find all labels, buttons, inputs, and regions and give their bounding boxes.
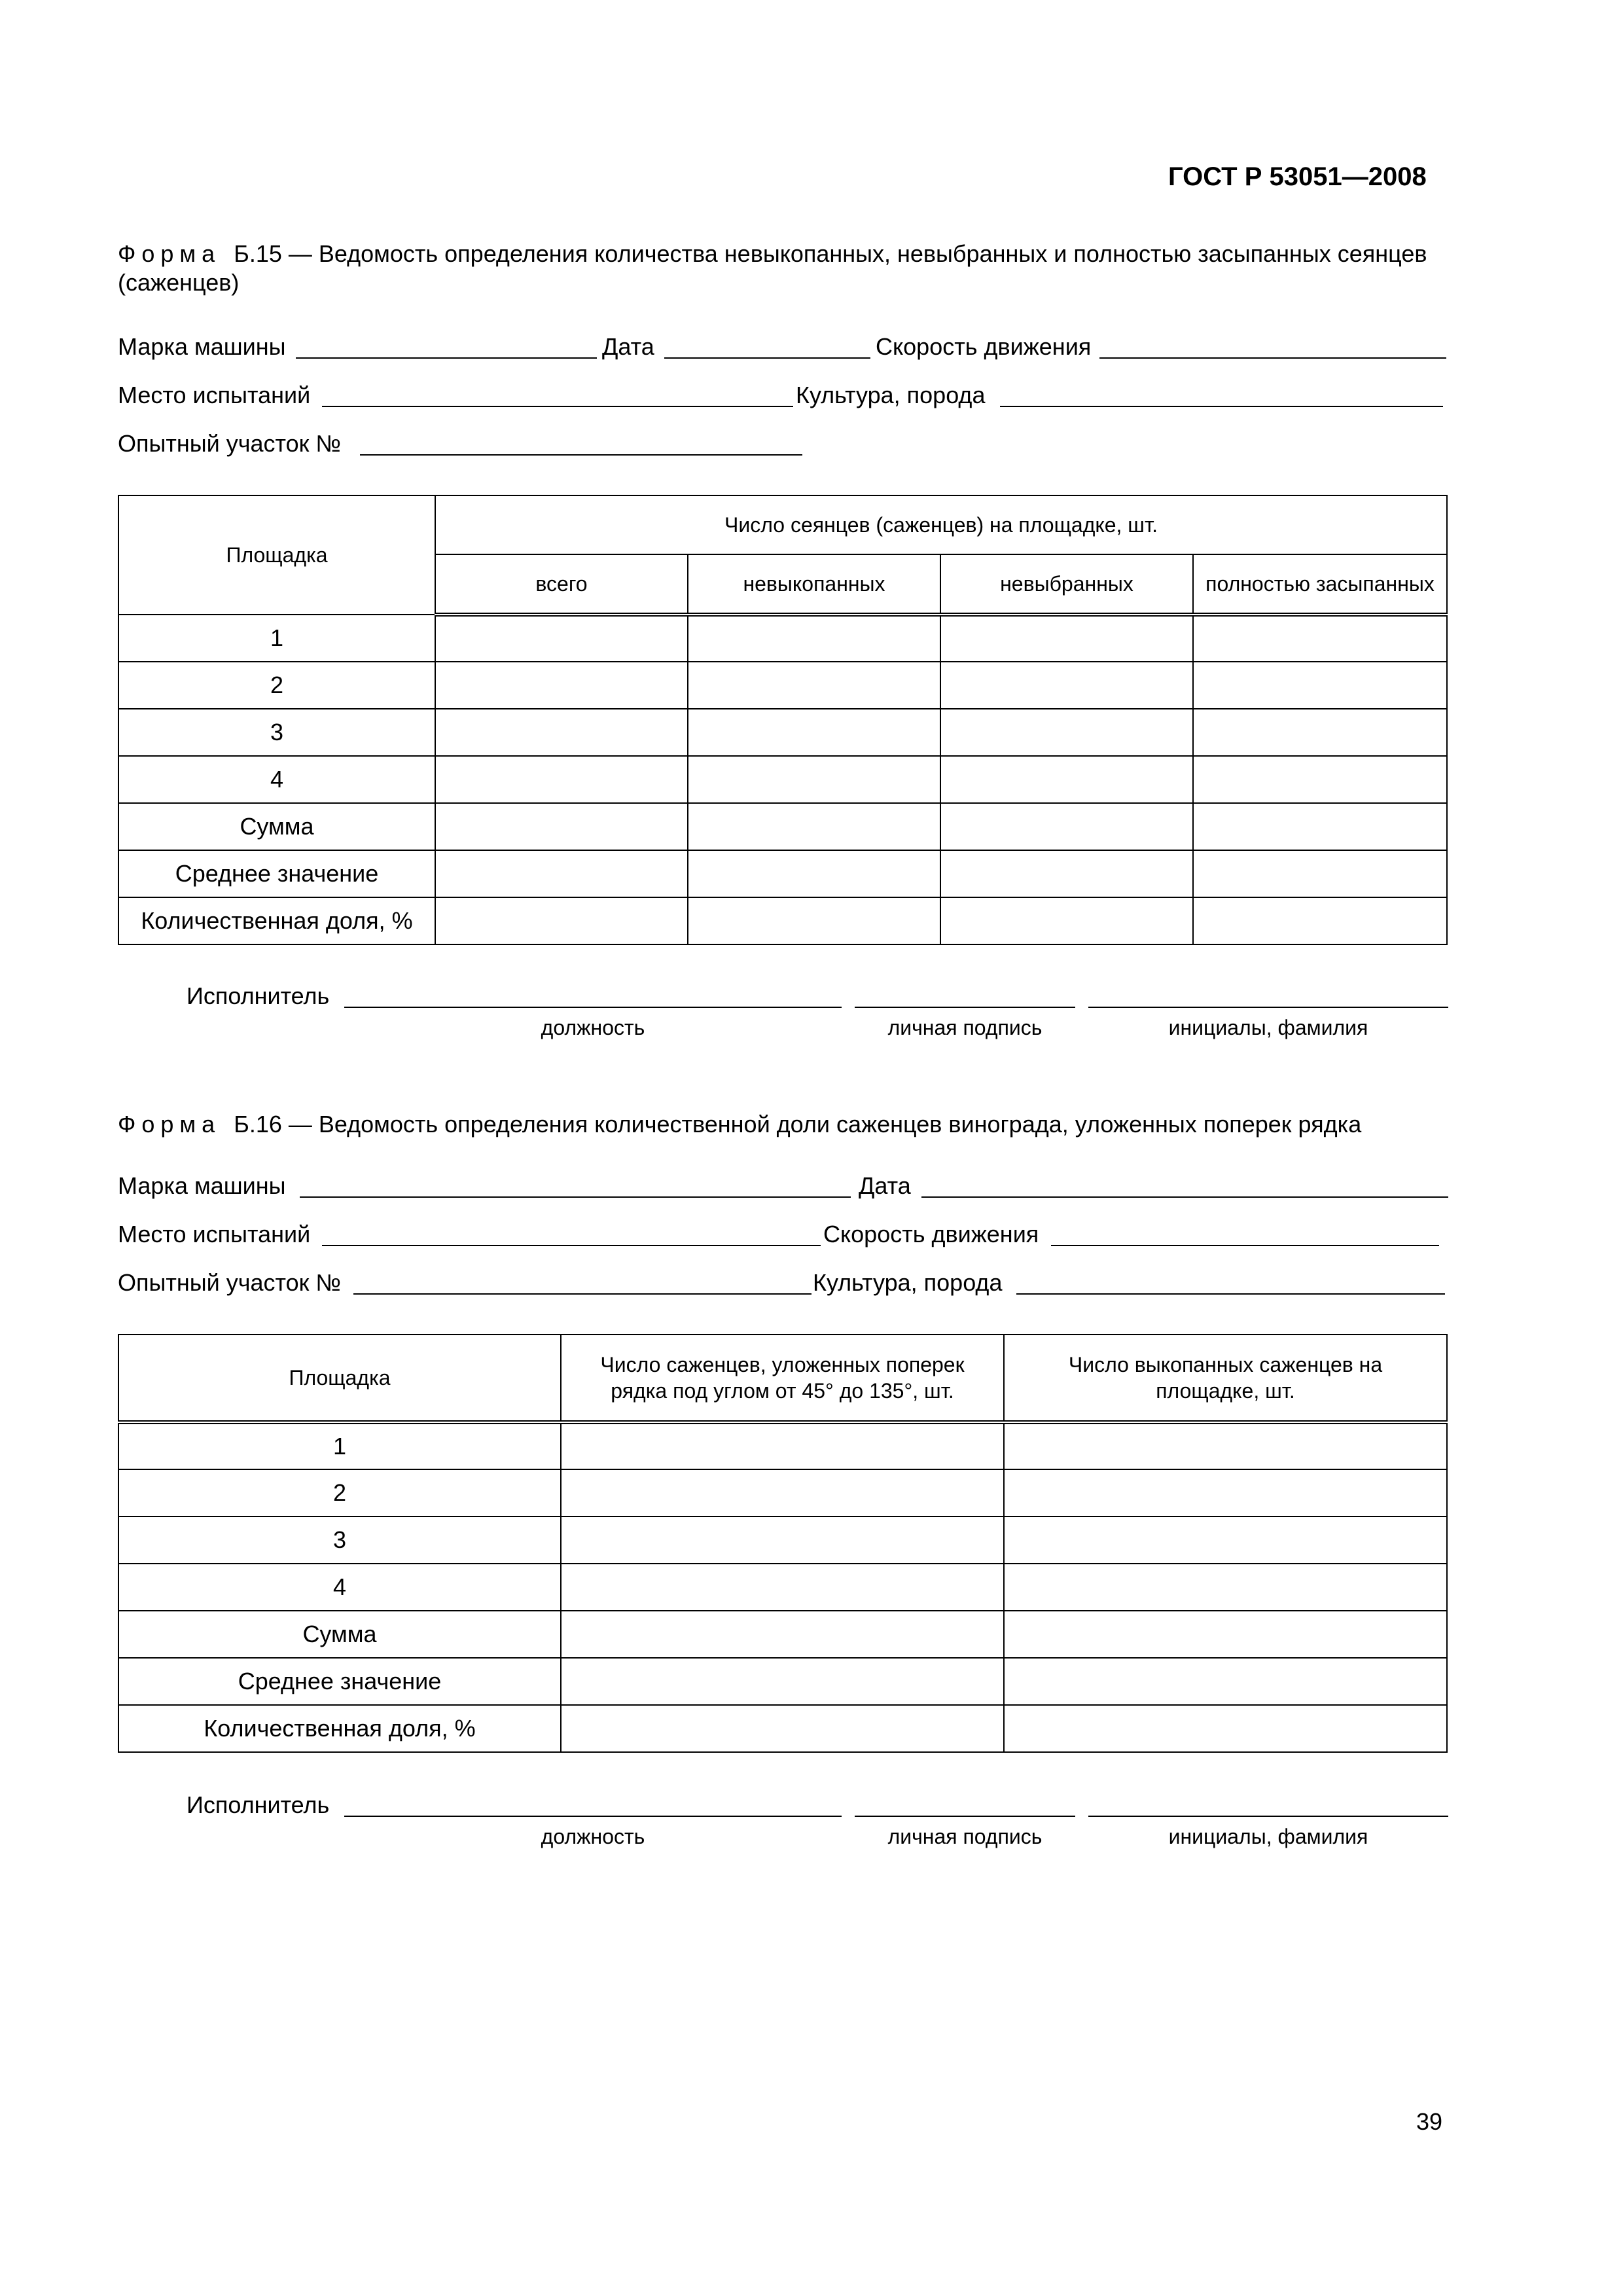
table-cell[interactable] xyxy=(688,709,940,756)
form16-sign-field[interactable] xyxy=(855,1816,1075,1817)
table-row xyxy=(118,1469,1447,1516)
table-cell[interactable] xyxy=(688,850,940,897)
form15-machine-label: Марка машины xyxy=(118,333,286,360)
table-cell[interactable] xyxy=(1004,1564,1447,1611)
form15-machine-field[interactable] xyxy=(296,357,597,359)
form15-plot-field[interactable] xyxy=(360,454,802,456)
table-row xyxy=(118,850,1447,897)
table-cell[interactable] xyxy=(435,803,688,850)
form15-place-field[interactable] xyxy=(322,406,793,407)
table-cell[interactable] xyxy=(1193,756,1447,803)
form16-place-field[interactable] xyxy=(322,1245,821,1246)
form15-col-site: Площадка xyxy=(118,495,435,615)
table-cell[interactable] xyxy=(1004,1422,1447,1469)
form16-date-field[interactable] xyxy=(921,1196,1448,1198)
table-row xyxy=(118,1516,1447,1564)
table-cell[interactable] xyxy=(435,709,688,756)
table-cell[interactable] xyxy=(1004,1611,1447,1658)
table-cell[interactable] xyxy=(1193,850,1447,897)
row-label: Сумма xyxy=(118,1611,561,1658)
table-row xyxy=(118,1422,1447,1469)
table-cell[interactable] xyxy=(1193,662,1447,709)
table-cell[interactable] xyxy=(688,662,940,709)
form15-form-word: Форма xyxy=(118,240,221,267)
form15-sign-caption: личная подпись xyxy=(887,1016,1043,1039)
form16-place-label: Место испытаний xyxy=(118,1221,311,1247)
form15-culture-field[interactable] xyxy=(1000,406,1443,407)
row-label: 4 xyxy=(118,756,435,803)
form16-plot-field[interactable] xyxy=(353,1293,812,1295)
row-label: 3 xyxy=(118,709,435,756)
table-cell[interactable] xyxy=(435,850,688,897)
table-cell[interactable] xyxy=(940,803,1193,850)
table-row xyxy=(118,756,1447,803)
form15-name-field[interactable] xyxy=(1088,1007,1448,1008)
table-cell[interactable] xyxy=(940,756,1193,803)
form15-position-field[interactable] xyxy=(344,1007,842,1008)
form16-col-laid: Число саженцев, уложенных поперек рядка под углом от 45° до 135°, шт. xyxy=(561,1335,1004,1422)
row-label: Количественная доля, % xyxy=(118,1705,561,1752)
row-label: 1 xyxy=(118,615,435,662)
form15-date-label: Дата xyxy=(602,333,654,360)
table-cell[interactable] xyxy=(561,1516,1004,1564)
table-row xyxy=(118,1564,1447,1611)
form16-culture-field[interactable] xyxy=(1016,1293,1445,1295)
row-label: Среднее значение xyxy=(118,850,435,897)
form15-title xyxy=(118,240,1453,297)
form15-place-label: Место испытаний xyxy=(118,382,311,408)
row-label: Сумма xyxy=(118,803,435,850)
form15-col-buried: полностью засыпанных xyxy=(1193,554,1447,615)
form15-position-caption: должность xyxy=(541,1016,645,1039)
table-cell[interactable] xyxy=(1193,615,1447,662)
form15-table xyxy=(118,495,1448,945)
form16-plot-label: Опытный участок № xyxy=(118,1269,341,1296)
table-cell[interactable] xyxy=(561,1564,1004,1611)
table-cell[interactable] xyxy=(688,615,940,662)
table-cell[interactable] xyxy=(688,756,940,803)
form16-machine-field[interactable] xyxy=(300,1196,851,1198)
standard-number: ГОСТ Р 53051—2008 xyxy=(1168,162,1427,191)
row-label: Количественная доля, % xyxy=(118,897,435,944)
table-cell[interactable] xyxy=(940,615,1193,662)
table-row xyxy=(118,1705,1447,1752)
form15-col-total: всего xyxy=(435,554,688,615)
page-number: 39 xyxy=(1416,2108,1443,2135)
table-cell[interactable] xyxy=(688,897,940,944)
table-cell[interactable] xyxy=(1004,1516,1447,1564)
form16-title xyxy=(118,1110,1453,1139)
form16-speed-field[interactable] xyxy=(1051,1245,1439,1246)
table-row xyxy=(118,803,1447,850)
form15-col-undug: невыкопанных xyxy=(688,554,940,615)
table-row xyxy=(118,897,1447,944)
table-cell[interactable] xyxy=(940,850,1193,897)
row-label: 2 xyxy=(118,1469,561,1516)
table-cell[interactable] xyxy=(940,897,1193,944)
form16-sign-caption: личная подпись xyxy=(887,1825,1043,1848)
form16-name-caption: инициалы, фамилия xyxy=(1168,1825,1368,1848)
table-cell[interactable] xyxy=(561,1611,1004,1658)
form15-group-header: Число сеянцев (саженцев) на площадке, шт. xyxy=(435,495,1447,554)
row-label: 4 xyxy=(118,1564,561,1611)
table-cell[interactable] xyxy=(435,615,688,662)
form16-table xyxy=(118,1334,1448,1753)
table-row xyxy=(118,709,1447,756)
form16-speed-label: Скорость движения xyxy=(823,1221,1039,1247)
table-row xyxy=(118,1658,1447,1705)
form15-name-caption: инициалы, фамилия xyxy=(1168,1016,1368,1039)
table-row xyxy=(118,615,1447,662)
table-cell[interactable] xyxy=(1004,1658,1447,1705)
form15-speed-field[interactable] xyxy=(1099,357,1446,359)
row-label: 3 xyxy=(118,1516,561,1564)
table-cell[interactable] xyxy=(688,803,940,850)
form15-sign-field[interactable] xyxy=(855,1007,1075,1008)
table-cell[interactable] xyxy=(1004,1705,1447,1752)
form16-date-label: Дата xyxy=(859,1172,911,1199)
table-cell[interactable] xyxy=(1004,1469,1447,1516)
table-cell[interactable] xyxy=(1193,897,1447,944)
form16-position-caption: должность xyxy=(541,1825,645,1848)
table-cell[interactable] xyxy=(940,662,1193,709)
row-label: 2 xyxy=(118,662,435,709)
form15-culture-label: Культура, порода xyxy=(796,382,986,408)
form15-plot-label: Опытный участок № xyxy=(118,430,341,457)
table-cell[interactable] xyxy=(435,756,688,803)
form15-date-field[interactable] xyxy=(664,357,870,359)
form15-title-text: Б.15 — Ведомость определения количества невыкопанных, невыбранных и полностью засыпанных сеянцев (саженцев) xyxy=(118,240,1427,296)
form15-executor-label: Исполнитель xyxy=(187,982,330,1009)
row-label: 1 xyxy=(118,1422,561,1469)
table-cell[interactable] xyxy=(1193,709,1447,756)
form16-form-word: Форма xyxy=(118,1111,221,1138)
form16-culture-label: Культура, порода xyxy=(813,1269,1003,1296)
table-cell[interactable] xyxy=(435,662,688,709)
table-cell[interactable] xyxy=(435,897,688,944)
table-row xyxy=(118,1611,1447,1658)
form16-name-field[interactable] xyxy=(1088,1816,1448,1817)
form16-executor-label: Исполнитель xyxy=(187,1791,330,1818)
form16-col-site: Площадка xyxy=(118,1335,561,1422)
form16-title-text: Б.16 — Ведомость определения количественной доли саженцев винограда, уложенных поперек рядка xyxy=(234,1111,1362,1138)
table-cell[interactable] xyxy=(561,1422,1004,1469)
form15-speed-label: Скорость движения xyxy=(876,333,1092,360)
table-cell[interactable] xyxy=(561,1705,1004,1752)
table-cell[interactable] xyxy=(561,1658,1004,1705)
table-cell[interactable] xyxy=(940,709,1193,756)
table-row xyxy=(118,662,1447,709)
form16-col-dug: Число выкопанных саженцев на площадке, шт. xyxy=(1004,1335,1447,1422)
row-label: Среднее значение xyxy=(118,1658,561,1705)
form16-machine-label: Марка машины xyxy=(118,1172,286,1199)
table-cell[interactable] xyxy=(1193,803,1447,850)
table-cell[interactable] xyxy=(561,1469,1004,1516)
form16-position-field[interactable] xyxy=(344,1816,842,1817)
form15-col-unpicked: невыбранных xyxy=(940,554,1193,615)
